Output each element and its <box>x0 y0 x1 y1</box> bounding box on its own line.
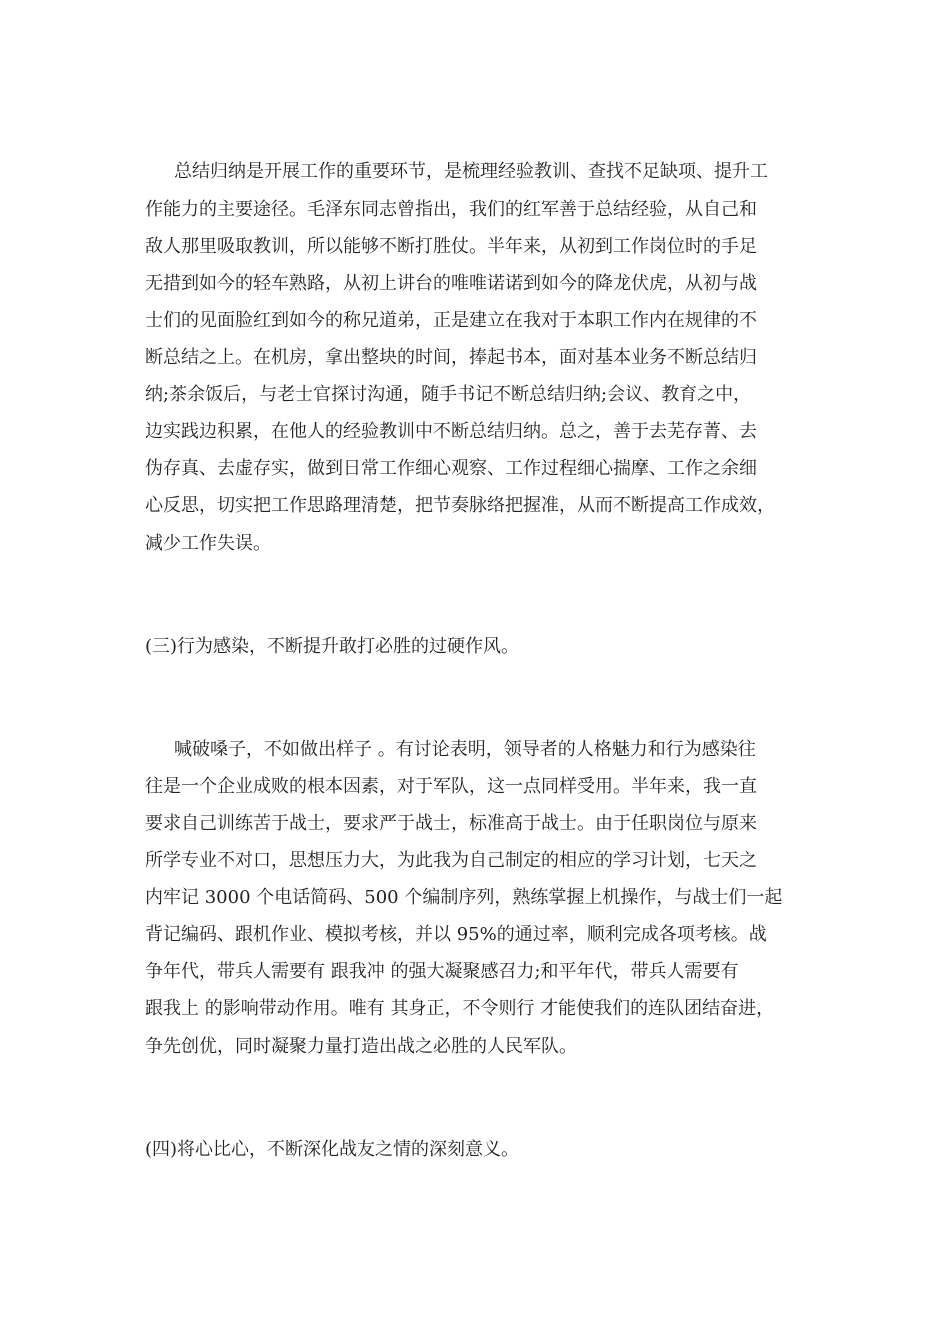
paragraph-line: 跟我上 的影响带动作用。唯有 其身正，不令则行 才能使我们的连队团结奋进， <box>145 998 775 1019</box>
paragraph-line: 总结归纳是开展工作的重要环节，是梳理经验教训、查找不足缺项、提升工 <box>174 161 768 182</box>
paragraph-line: 士们的见面脸红到如今的称兄道弟，正是建立在我对于本职工作内在规律的不 <box>145 310 757 331</box>
section-heading-three: (三)行为感染，不断提升敢打必胜的过硬作风。 <box>145 636 520 657</box>
paragraph-line: 减少工作失误。 <box>145 533 271 554</box>
paragraph-line: 内牢记 3000 个电话简码、500 个编制序列，熟练掌握上机操作，与战士们一起 <box>145 887 783 908</box>
paragraph-line: 边实践边积累，在他人的经验教训中不断总结归纳。总之，善于去芜存菁、去 <box>145 421 757 442</box>
section-heading-four: (四)将心比心，不断深化战友之情的深刻意义。 <box>145 1139 520 1160</box>
paragraph-line: 背记编码、跟机作业、模拟考核，并以 95%的通过率，顺利完成各项考核。战 <box>145 924 767 945</box>
paragraph-line: 争年代，带兵人需要有 跟我冲 的强大凝聚感召力;和平年代，带兵人需要有 <box>145 961 739 982</box>
paragraph-line: 敌人那里吸取教训，所以能够不断打胜仗。半年来，从初到工作岗位时的手足 <box>145 236 757 257</box>
paragraph-line: 伪存真、去虚存实，做到日常工作细心观察、工作过程细心揣摩、工作之余细 <box>145 458 757 479</box>
paragraph-line: 纳;茶余饭后，与老士官探讨沟通，随手书记不断总结归纳;会议、教育之中， <box>145 384 752 405</box>
paragraph-line: 要求自己训练苦于战士，要求严于战士，标准高于战士。由于任职岗位与原来 <box>145 813 757 834</box>
paragraph-line: 作能力的主要途径。毛泽东同志曾指出，我们的红军善于总结经验，从自己和 <box>145 199 757 220</box>
paragraph-line: 断总结之上。在机房，拿出整块的时间，捧起书本，面对基本业务不断总结归 <box>145 347 757 368</box>
paragraph-line: 争先创优，同时凝聚力量打造出战之必胜的人民军队。 <box>145 1036 577 1057</box>
paragraph-line: 心反思，切实把工作思路理清楚，把节奏脉络把握准，从而不断提高工作成效， <box>145 495 775 516</box>
paragraph-line: 无措到如今的轻车熟路，从初上讲台的唯唯诺诺到如今的降龙伏虎，从初与战 <box>145 273 757 294</box>
paragraph-line: 往是一个企业成败的根本因素，对于军队，这一点同样受用。半年来，我一直 <box>145 776 757 797</box>
paragraph-line: 所学专业不对口，思想压力大，为此我为自己制定的相应的学习计划，七天之 <box>145 850 757 871</box>
paragraph-line: 喊破嗓子，不如做出样子 。有讨论表明，领导者的人格魅力和行为感染往 <box>174 739 756 760</box>
